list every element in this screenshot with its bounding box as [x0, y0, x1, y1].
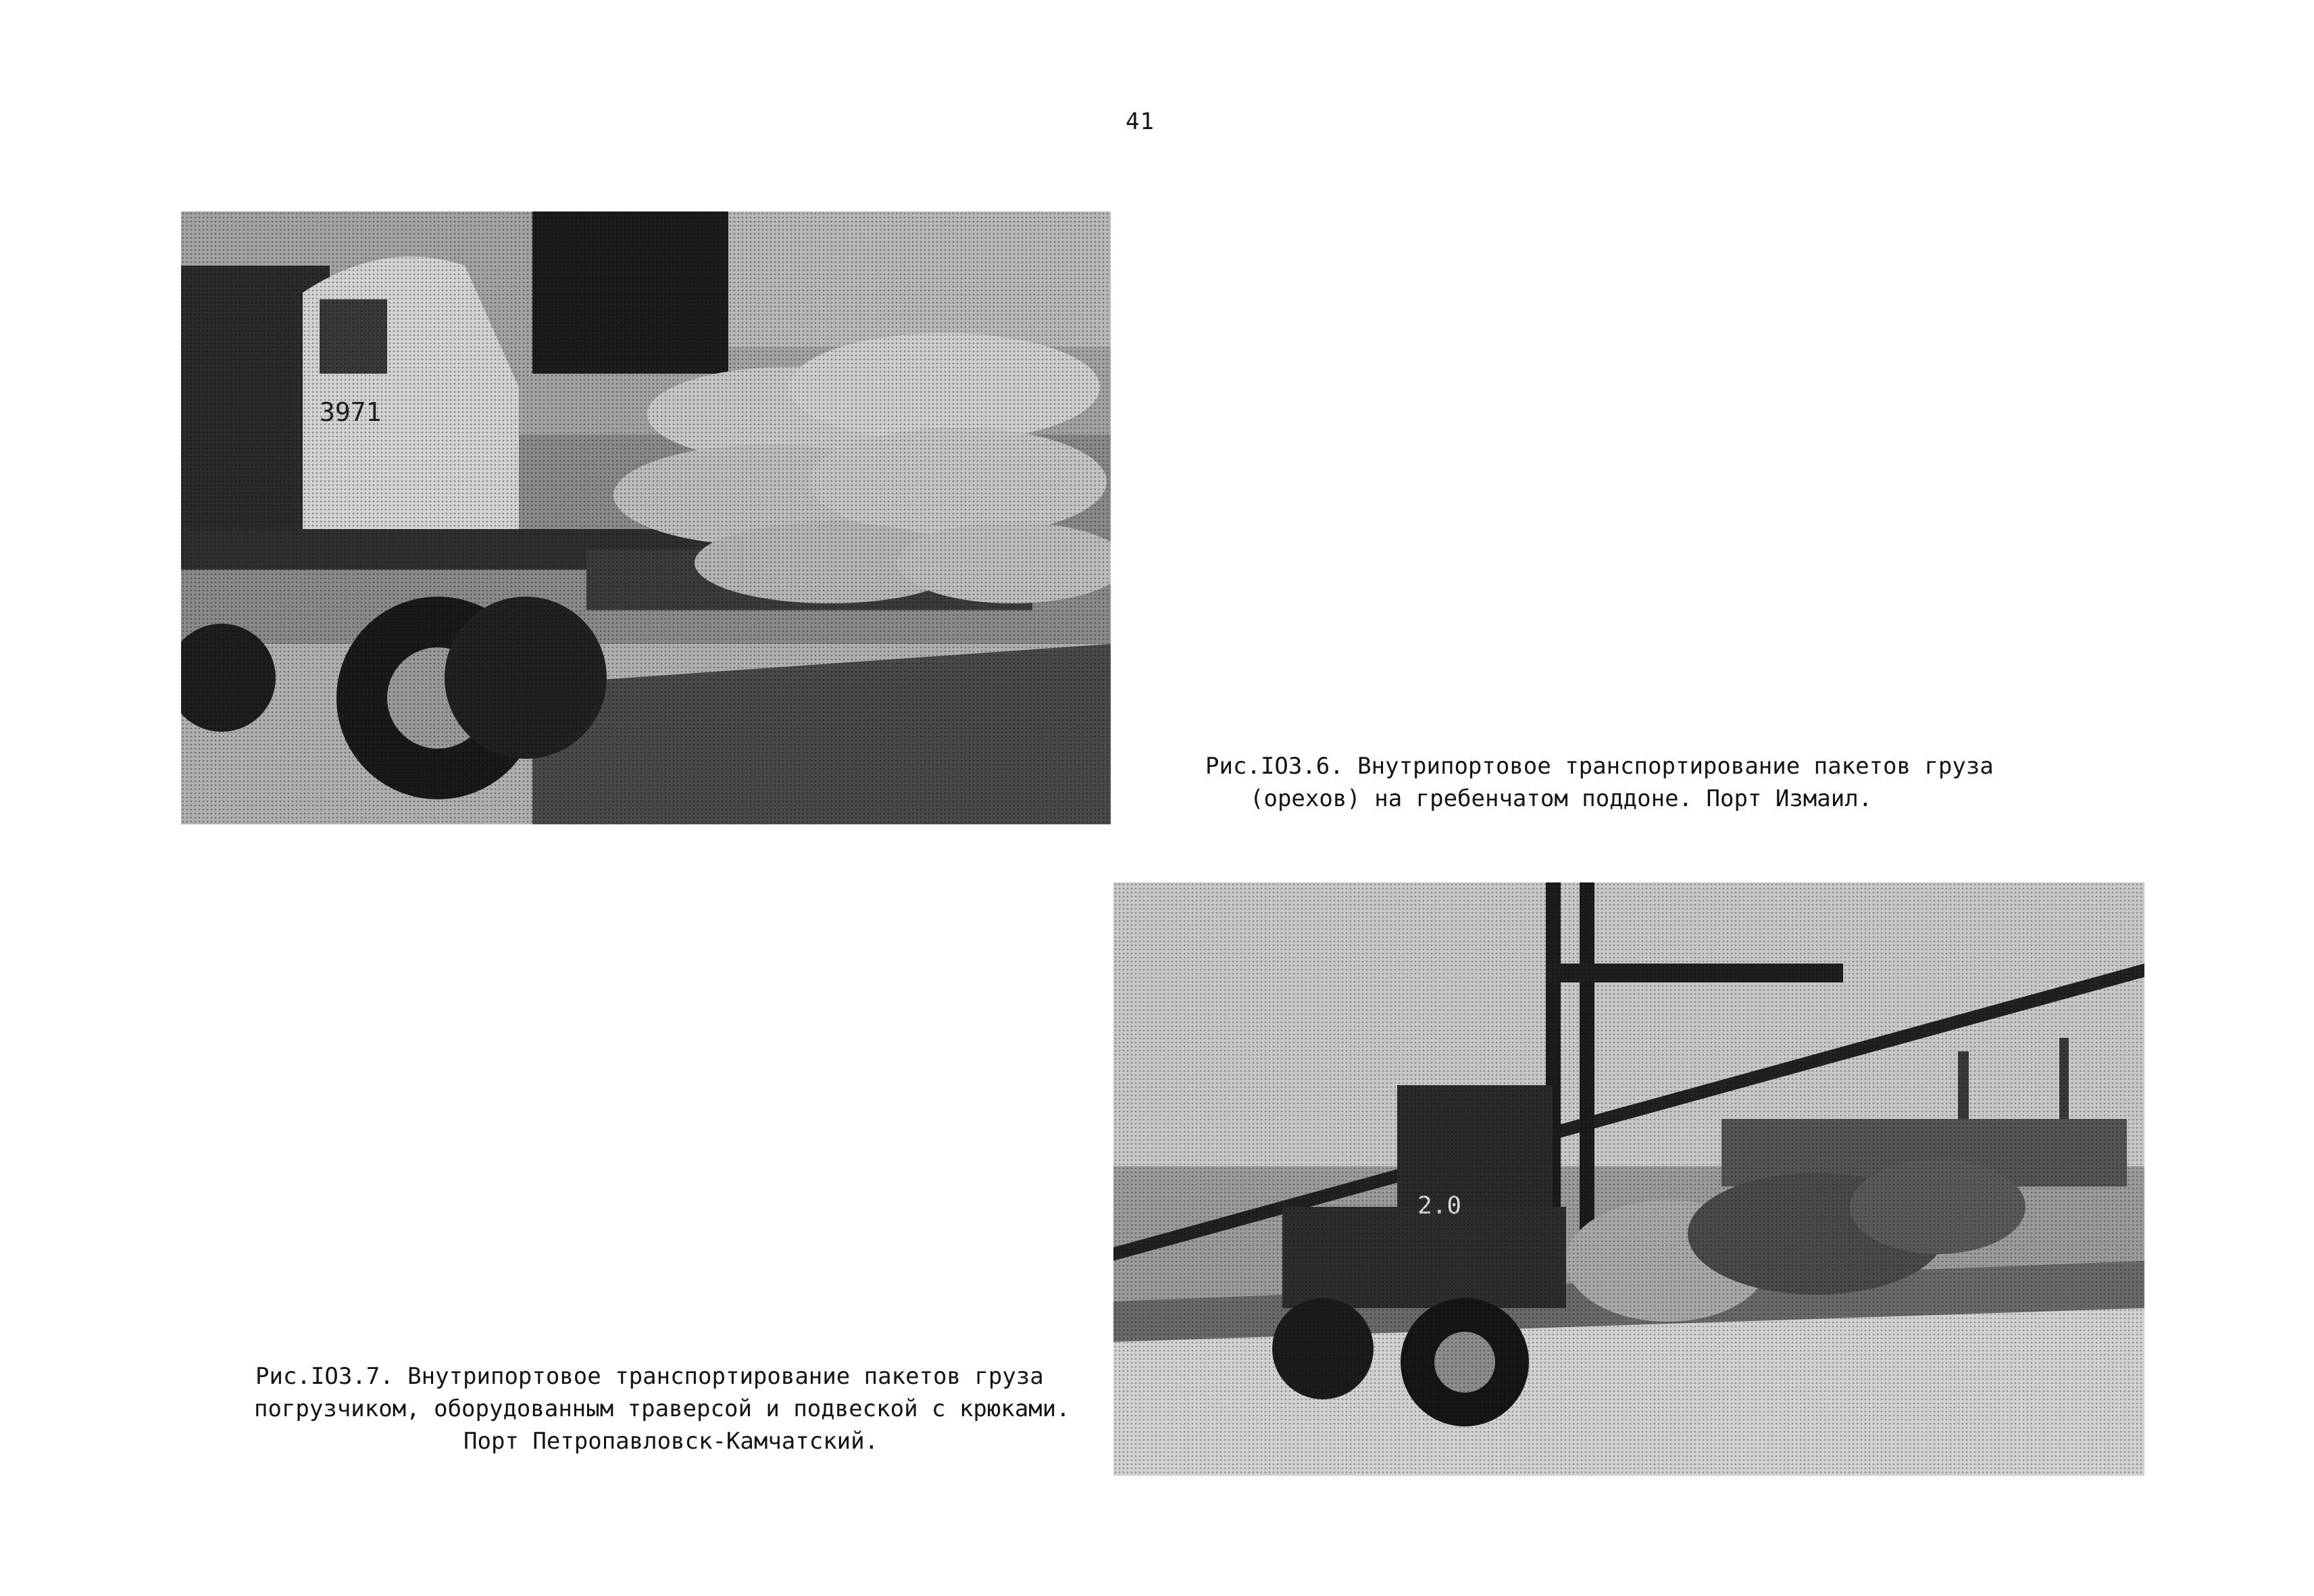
figure-caption-103-7	[254, 1360, 1070, 1457]
photo-forklift-traverse-image	[1113, 882, 2144, 1476]
photo-forklift-traverse	[1113, 882, 2144, 1476]
caption-line: Рис.IO3.7. Внутрипортовое транспортирование пакетов груза	[255, 1363, 1044, 1390]
photo-tractor-pallet-image	[181, 211, 1111, 824]
page-number: 41	[1126, 108, 1155, 135]
figure-caption-103-6	[1205, 750, 1994, 815]
caption-line: Порт Петропавловск-Камчатский.	[463, 1428, 879, 1455]
caption-line: (орехов) на гребенчатом поддоне. Порт Измаил.	[1250, 785, 1873, 812]
photo-tractor-pallet	[181, 211, 1111, 824]
caption-line: погрузчиком, оборудованным траверсой и подвеской с крюками.	[254, 1395, 1070, 1422]
caption-line: Рис.IO3.6. Внутрипортовое транспортирование пакетов груза	[1205, 753, 1994, 780]
